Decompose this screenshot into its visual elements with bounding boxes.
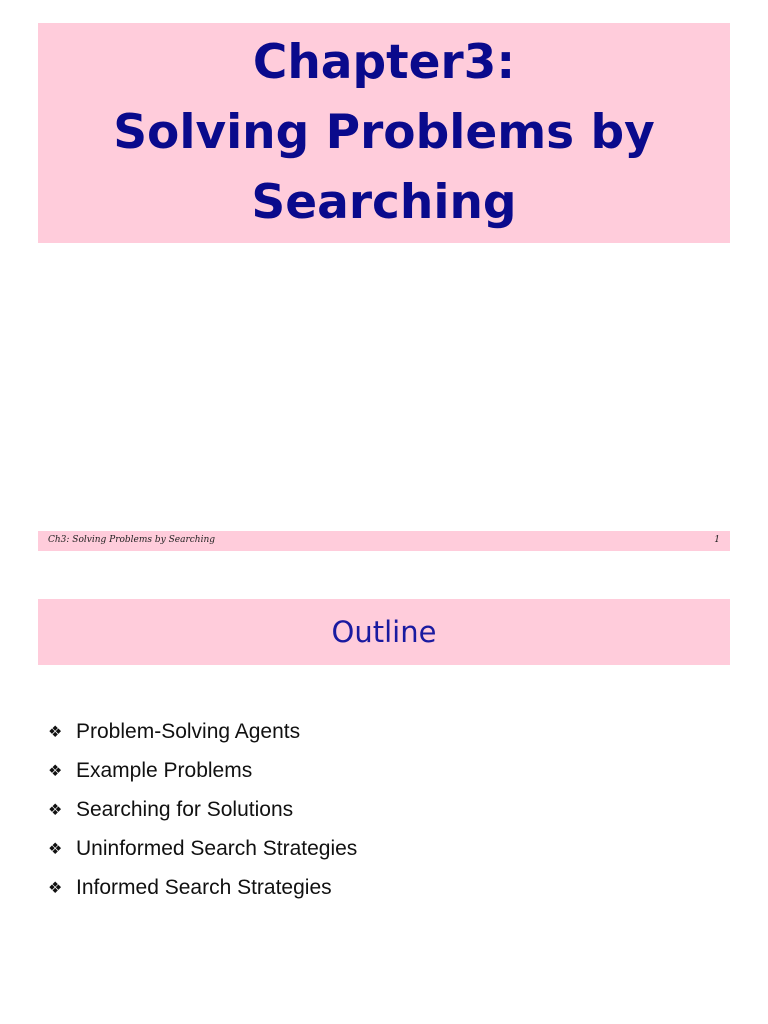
list-item (48, 829, 357, 868)
slide-1-footer (38, 531, 730, 551)
list-item (48, 868, 357, 907)
slide-2-title-box (38, 599, 730, 665)
slide-1-title-line-1: Chapter3: (252, 35, 516, 90)
outline-title: Outline (331, 615, 437, 649)
four-petal-diamond-icon: ❖ (48, 801, 63, 819)
four-petal-diamond-icon: ❖ (48, 840, 63, 858)
four-petal-diamond-icon: ❖ (48, 723, 63, 741)
list-item (48, 790, 357, 829)
slide-1-title-line-2: Solving Problems by (113, 105, 655, 160)
four-petal-diamond-icon: ❖ (48, 879, 63, 897)
slide-1-title-line-3: Searching (251, 175, 517, 230)
list-item-label: Searching for Solutions (76, 797, 294, 821)
list-item (48, 712, 357, 751)
footer-text: Ch3: Solving Problems by Searching (48, 535, 216, 545)
footer-page-number: 1 (714, 535, 720, 545)
four-petal-diamond-icon: ❖ (48, 762, 63, 780)
list-item-label: Informed Search Strategies (76, 875, 332, 899)
slide-1-title-box (38, 23, 730, 243)
list-item-label: Example Problems (76, 758, 253, 782)
list-item-label: Problem-Solving Agents (76, 719, 301, 743)
list-item (48, 751, 357, 790)
outline-list (48, 712, 357, 907)
list-item-label: Uninformed Search Strategies (76, 836, 358, 860)
